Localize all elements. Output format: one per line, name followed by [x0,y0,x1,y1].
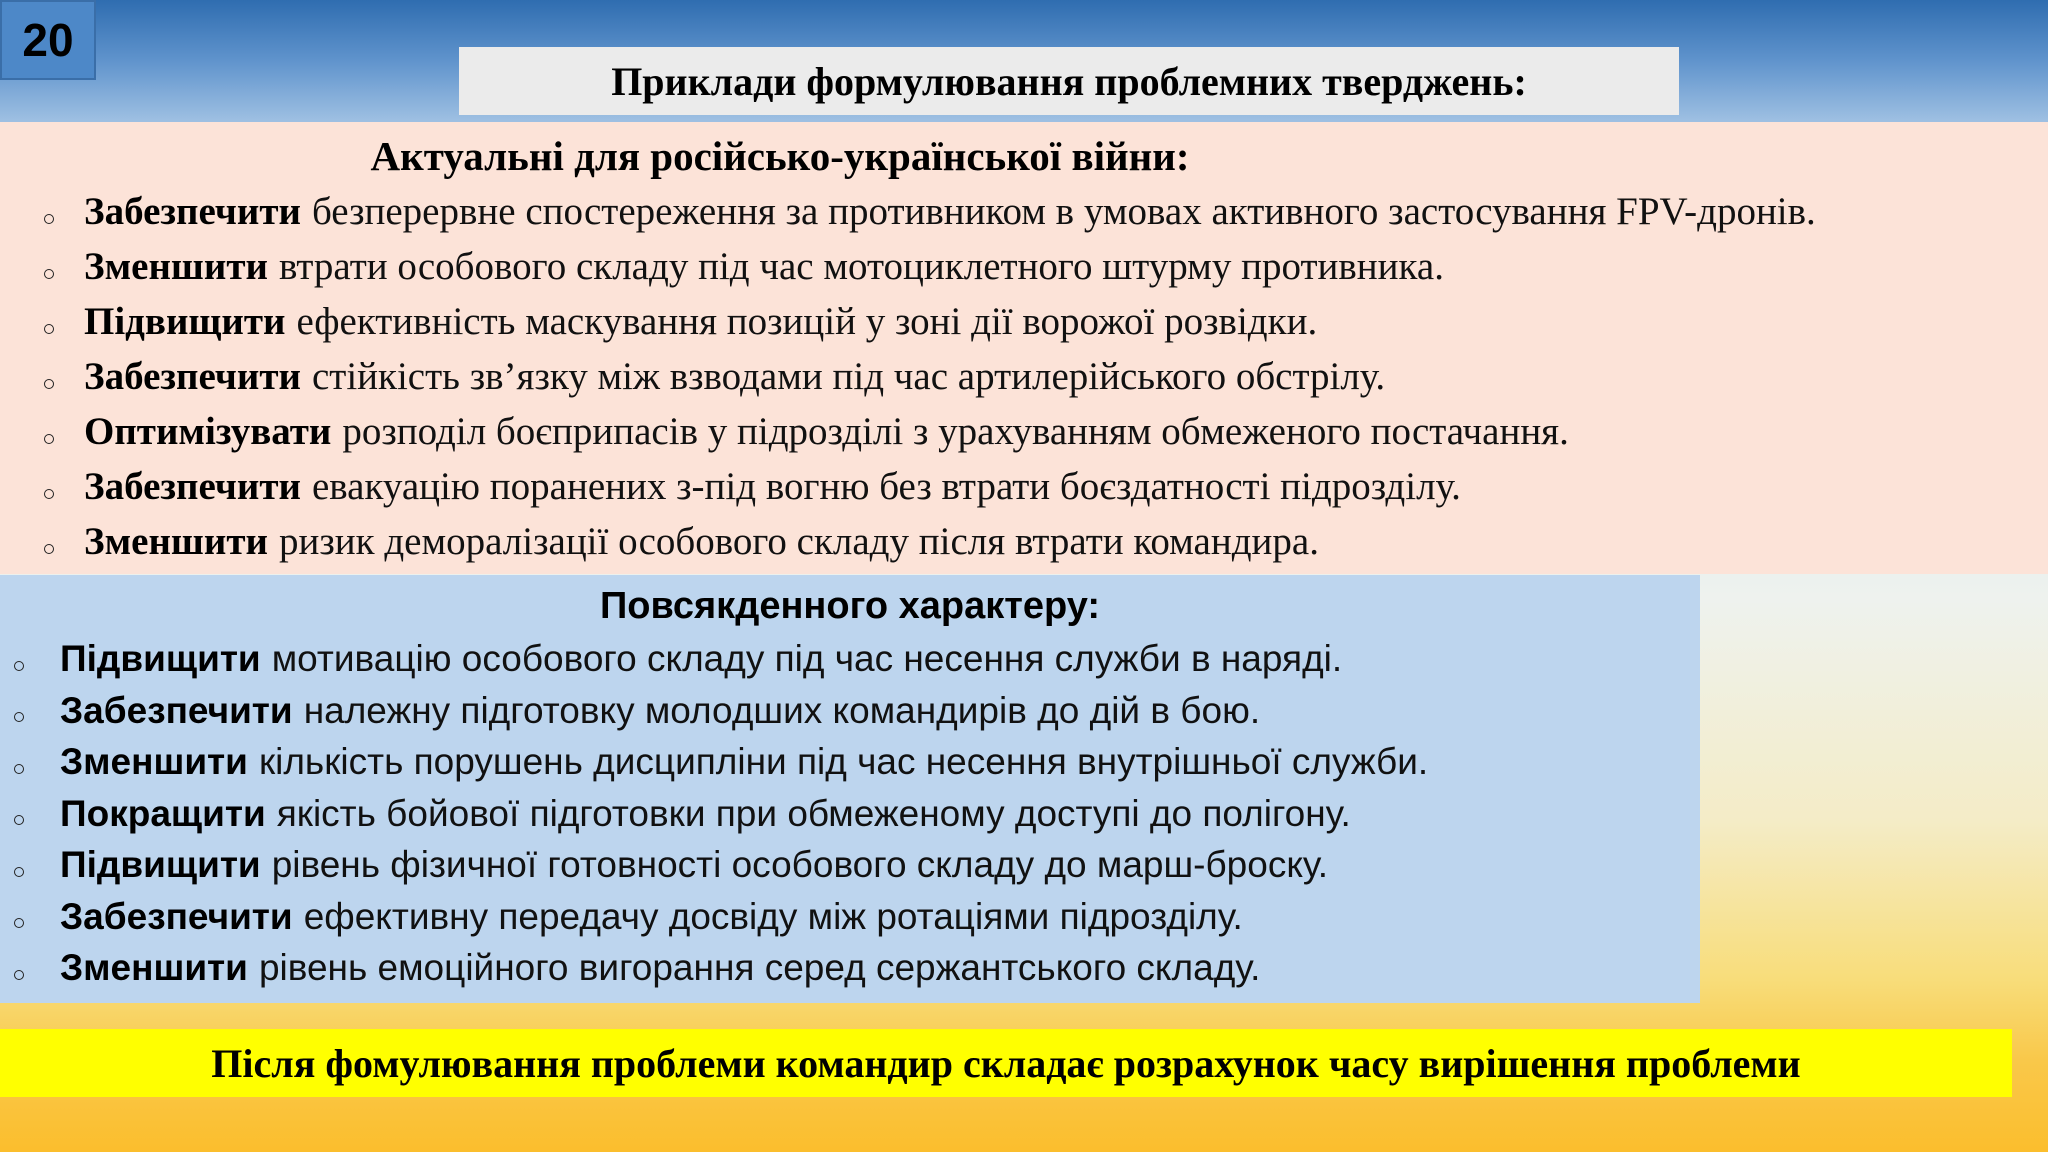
slide-number: 20 [0,0,96,80]
bullet-icon [44,379,54,389]
item-verb: Забезпечити [84,190,301,233]
daily-examples-section [0,575,1700,1003]
item-text: належну підготовку молодших командирів до дій в бою. [303,689,1261,731]
bullet-icon [14,712,24,722]
item-text: безперервне спостереження за противником в умовах активного застосування FPV-дронів. [311,190,1816,233]
war-examples-section [0,122,2048,574]
list-item [44,239,2044,294]
list-item [14,891,1694,943]
item-verb: Підвищити [60,638,261,679]
footer-note: Після фомулювання проблеми командир складає розрахунок часу вирішення проблеми [0,1029,2012,1097]
item-text: втрати особового складу під час мотоциклетного штурму противника. [278,245,1444,288]
bullet-icon [14,867,24,877]
item-text: евакуацію поранених з-під вогню без втрати боєздатності підрозділу. [311,465,1461,508]
war-examples-list [44,184,2044,569]
list-item [44,459,2044,514]
list-item [44,349,2044,404]
item-text: розподіл боєприпасів у підрозділі з урахуванням обмеженого постачання. [342,410,1569,453]
list-item [44,514,2044,569]
daily-section-heading: Повсякденного характеру: [599,585,1101,627]
bullet-icon [44,489,54,499]
list-item [14,788,1694,840]
bullet-icon [44,214,54,224]
bullet-icon [44,434,54,444]
list-item [14,736,1694,788]
item-verb: Зменшити [84,245,268,288]
bullet-icon [44,269,54,279]
item-verb: Забезпечити [60,895,293,937]
list-item [44,184,2044,239]
list-item [14,685,1694,737]
bullet-icon [14,764,24,774]
war-section-heading: Актуальні для російсько-української війни: [370,133,1190,179]
item-verb: Забезпечити [60,689,293,731]
bullet-icon [44,324,54,334]
item-verb: Забезпечити [84,355,301,398]
list-item [14,839,1694,891]
item-verb: Зменшити [60,947,248,988]
item-text: рівень фізичної готовності особового складу до марш-броску. [271,844,1329,885]
item-verb: Оптимізувати [84,410,332,453]
item-text: стійкість зв’язку між взводами під час артилерійського обстрілу. [311,355,1386,398]
item-text: кількість порушень дисципліни під час несення внутрішньої служби. [258,741,1429,782]
item-verb: Зменшити [84,520,268,563]
bullet-icon [14,815,24,825]
item-verb: Підвищити [84,300,286,343]
slide-title: Приклади формулювання проблемних тверджень: [459,47,1679,115]
list-item [14,942,1694,994]
item-verb: Підвищити [60,844,261,885]
item-text: мотивацію особового складу під час несення служби в наряді. [271,638,1343,679]
item-text: якість бойової підготовки при обмеженому доступі до полігону. [276,792,1351,834]
item-verb: Покращити [60,792,266,834]
list-item [14,633,1694,685]
item-text: ефективну передачу досвіду між ротаціями підрозділу. [303,895,1243,937]
item-text: ефективність маскування позицій у зоні дії ворожої розвідки. [296,300,1318,343]
item-verb: Зменшити [60,741,248,782]
bullet-icon [14,661,24,671]
bullet-icon [44,544,54,554]
item-verb: Забезпечити [84,465,301,508]
daily-examples-list [14,633,1694,994]
item-text: рівень емоційного вигорання серед сержантського складу. [258,947,1261,988]
bullet-icon [14,970,24,980]
bullet-icon [14,918,24,928]
list-item [44,294,2044,349]
item-text: ризик деморалізації особового складу після втрати командира. [278,520,1319,563]
list-item [44,404,2044,459]
